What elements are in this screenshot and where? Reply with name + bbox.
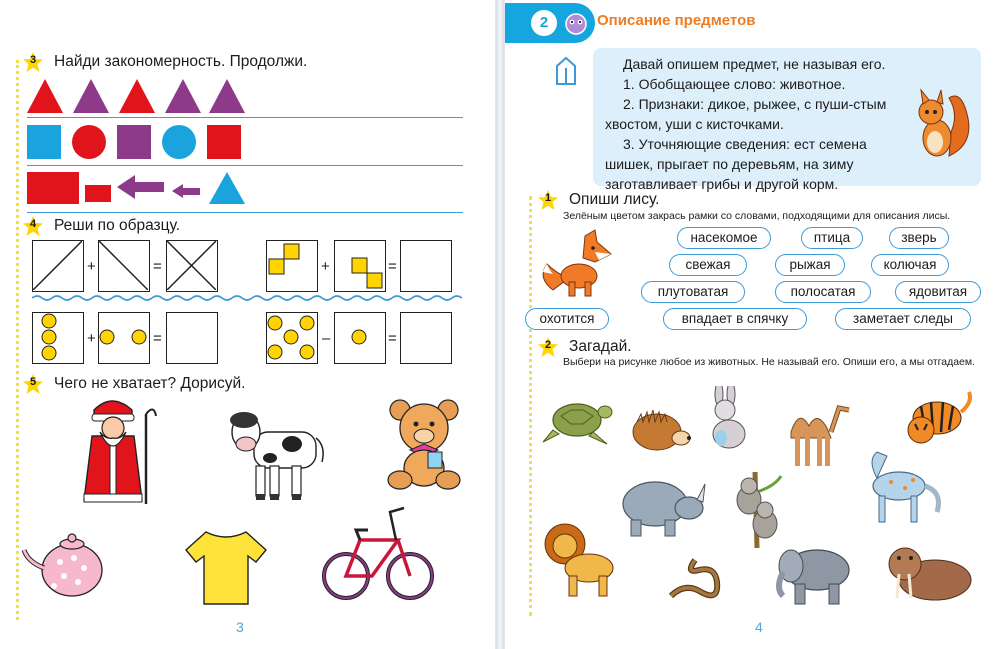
koalas-picture <box>727 472 787 548</box>
tiger-picture <box>903 388 975 450</box>
grid-box-yellow-circles <box>266 312 318 364</box>
bicycle-picture <box>320 500 436 604</box>
santa-picture <box>74 396 164 508</box>
grid-box-yellow-circles <box>98 312 150 364</box>
grid-box-diagonal <box>32 240 84 292</box>
grid-box-yellow-circles <box>334 312 386 364</box>
word-box[interactable]: рыжая <box>775 254 845 276</box>
grid-box-cross <box>166 240 218 292</box>
equals-sign: = <box>153 330 162 347</box>
elephant-picture <box>771 540 867 606</box>
info-box <box>593 48 981 192</box>
grid-box-empty[interactable] <box>400 240 452 292</box>
grid-box-yellow-squares <box>334 240 386 292</box>
word-box[interactable]: ядовитая <box>895 281 981 303</box>
task-2-header <box>537 336 632 358</box>
pattern-mixed <box>27 169 257 209</box>
rhinoceros-picture <box>615 472 707 538</box>
task-3-header <box>22 51 307 73</box>
answer-line <box>27 117 463 118</box>
word-box[interactable]: охотится <box>525 308 609 330</box>
star-icon: 1 <box>537 189 559 211</box>
section-title: Описание предметов <box>597 12 756 29</box>
plus-sign: + <box>321 258 330 275</box>
dotted-guide <box>529 196 532 616</box>
minus-sign: – <box>322 330 331 347</box>
squirrel-picture <box>909 84 973 164</box>
snake-picture <box>665 552 727 602</box>
task-title: Реши по образцу. <box>54 217 181 234</box>
section-number: 2 <box>531 10 557 36</box>
grid-box-empty[interactable] <box>400 312 452 364</box>
word-box[interactable]: впадает в спячку <box>663 308 807 330</box>
star-icon: 5 <box>22 373 44 395</box>
plus-sign: + <box>87 258 96 275</box>
section-header <box>505 0 1000 44</box>
turtle-picture <box>541 390 613 450</box>
equals-sign: = <box>388 258 397 275</box>
horse-picture <box>861 446 945 526</box>
word-box[interactable]: колючая <box>871 254 949 276</box>
pencil-icon <box>555 56 577 86</box>
wavy-divider <box>32 294 462 302</box>
word-box[interactable]: плутоватая <box>641 281 745 303</box>
book-gutter <box>496 0 504 649</box>
pattern-squares-circles <box>27 123 267 163</box>
left-page <box>0 0 496 649</box>
word-box[interactable]: полосатая <box>775 281 871 303</box>
page-number: 3 <box>236 619 244 635</box>
equals-sign: = <box>388 330 397 347</box>
task-1-subtitle: Зелёным цветом закрась рамки со словами, подходящими для описания лисы. <box>563 210 951 222</box>
answer-line <box>27 212 463 213</box>
teddy-bear-picture <box>384 398 468 490</box>
hare-picture <box>701 386 753 452</box>
teapot-picture <box>20 528 122 600</box>
star-icon: 4 <box>22 215 44 237</box>
star-icon: 3 <box>22 51 44 73</box>
cow-picture <box>226 406 328 504</box>
fox-picture <box>539 228 617 300</box>
word-box[interactable]: свежая <box>669 254 747 276</box>
task-title: Чего не хватает? Дорисуй. <box>54 375 246 392</box>
info-line-2: 1. Обобщающее слово: животное. <box>623 76 846 92</box>
answer-line <box>27 165 463 166</box>
page-number: 4 <box>755 619 763 635</box>
pattern-triangles <box>27 78 247 114</box>
plus-sign: + <box>87 330 96 347</box>
dotted-guide <box>16 60 19 620</box>
equals-sign: = <box>153 258 162 275</box>
info-line-1: Давай опишем предмет, не называя его. <box>623 56 886 72</box>
hedgehog-picture <box>629 408 691 454</box>
right-page <box>504 0 1000 649</box>
task-5-header <box>22 373 245 395</box>
word-box[interactable]: насекомое <box>677 227 771 249</box>
grid-box-yellow-circles <box>32 312 84 364</box>
word-box[interactable]: птица <box>801 227 863 249</box>
lion-picture <box>541 520 621 600</box>
info-line-3: 2. Признаки: дикое, рыжее, с пуши-стым хвостом, уши с кисточками. <box>605 96 887 132</box>
word-box[interactable]: заметает следы <box>835 308 971 330</box>
word-box[interactable]: зверь <box>889 227 949 249</box>
t-shirt-picture <box>182 528 268 610</box>
grid-box-yellow-squares <box>266 240 318 292</box>
task-2-subtitle: Выбери на рисунке любое из животных. Не называй его. Опиши его, а мы отгадаем. <box>563 356 976 368</box>
camel-picture <box>777 398 851 470</box>
walrus-picture <box>883 536 975 604</box>
grid-box-diagonal <box>98 240 150 292</box>
task-4-header <box>22 215 180 237</box>
grid-box-empty[interactable] <box>166 312 218 364</box>
info-line-4: 3. Уточняющие сведения: ест семена шишек, прыгает по деревьям, на зиму заготавливает грибы и другой корм. <box>605 136 867 192</box>
mascot-icon <box>563 10 589 36</box>
task-1-header <box>537 189 659 211</box>
task-title: Загадай. <box>569 338 632 355</box>
star-icon: 2 <box>537 336 559 358</box>
task-title: Найди закономерность. Продолжи. <box>54 53 308 70</box>
task-title: Опиши лису. <box>569 191 660 208</box>
